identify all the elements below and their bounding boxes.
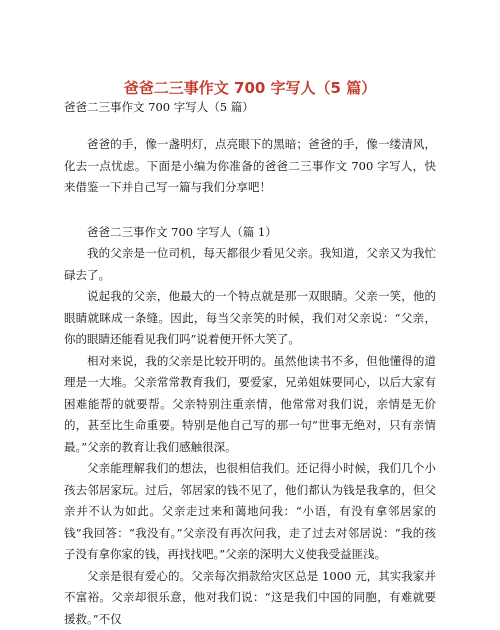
paragraph-gap [64, 199, 436, 222]
document-body [64, 134, 436, 630]
body-paragraph: 相对来说，我的父亲是比较开明的。虽然他读书不多，但他懂得的道理是一大堆。父亲常常教育我们，要爱家，兄弟姐妹要同心，以后大家有困难能帮的就要帮。父亲特别注重亲情，他常常对我们说，亲情是无价的，甚至比生命重要。特别是他自己写的那一句“世事无绝对，只有亲情最。”父亲的教育让我们感触很深。 [64, 351, 436, 459]
document-title: 爸爸二三事作文 700 字写人（5 篇） [0, 78, 500, 98]
section-heading: 爸爸二三事作文 700 字写人（篇 1） [64, 222, 436, 244]
body-paragraph: 父亲是很有爱心的。父亲每次捐款给灾区总是 1000 元，其实我家并不富裕。父亲却很乐意，他对我们说：“这是我们中国的同胞，有难就要援救。”不仅 [64, 566, 436, 630]
intro-paragraph: 爸爸的手，像一盏明灯，点亮眼下的黑暗；爸爸的手，像一缕清风，化去一点忧虑。下面是小编为你准备的爸爸二三事作文 700 字写人，快来借鉴一下并自己写一篇与我们分享吧！ [64, 134, 436, 199]
body-paragraph: 说起我的父亲，他最大的一个特点就是那一双眼睛。父亲一笑，他的眼睛就眯成一条缝。因此，每当父亲笑的时候，我们对父亲说：“父亲，你的眼睛还能看见我们吗”说着便开怀大笑了。 [64, 286, 436, 351]
document-subtitle: 爸爸二三事作文 700 字写人（5 篇） [64, 99, 254, 116]
body-paragraph: 父亲能理解我们的想法，也很相信我们。还记得小时候，我们几个小孩去邻居家玩。过后，邻居家的钱不见了，他们都认为钱是我拿的，但父亲并不认为如此。父亲走过来和蔼地问我：“小语，有没有拿邻居家的钱”我回答：“我没有。”父亲没有再次问我，走了过去对邻居说：“我的孩子没有拿你家的钱，再找找吧。”父亲的深明大义使我受益匪浅。 [64, 458, 436, 566]
body-paragraph: 我的父亲是一位司机，每天都很少看见父亲。我知道，父亲又为我忙碌去了。 [64, 243, 436, 286]
